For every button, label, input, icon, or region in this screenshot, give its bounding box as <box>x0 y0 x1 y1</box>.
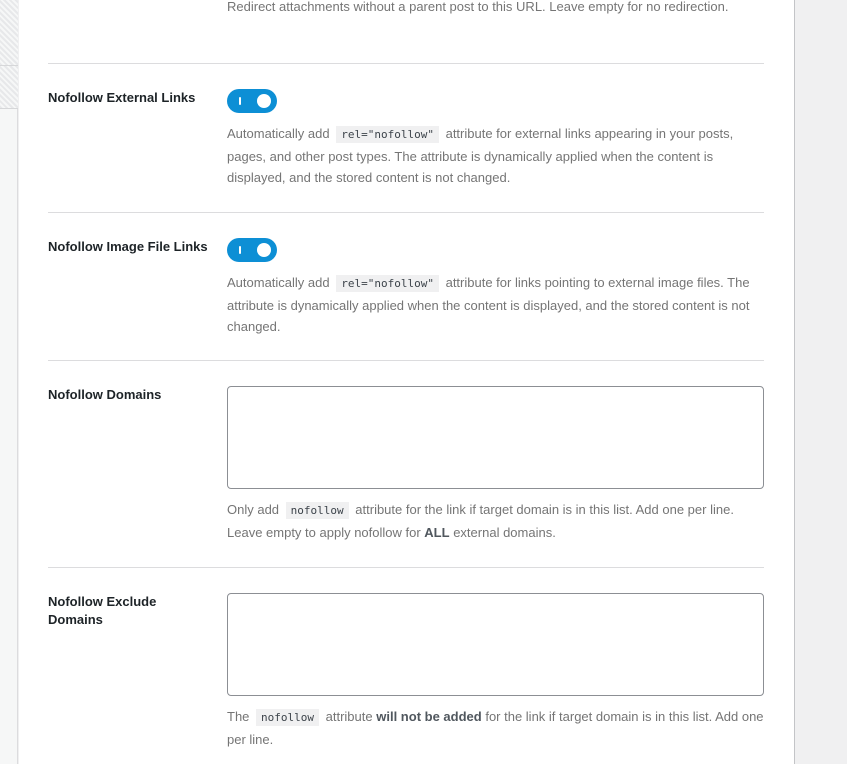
sidebar-edge-item <box>0 66 18 109</box>
nofollow-exclude-description <box>227 706 764 750</box>
code-snippet: rel="nofollow" <box>336 126 439 143</box>
settings-panel <box>19 0 795 764</box>
toggle-on-indicator <box>239 97 241 105</box>
desc-text: attribute for the link if target domain is in this list. Add one per line. Leave empty to apply nofollow for <box>227 502 734 540</box>
nofollow-domains-textarea[interactable] <box>227 386 764 489</box>
desc-text: attribute for external links appearing in your posts, pages, and other post types. The attribute is dynamically applied when the content is displayed, and the stored content is not changed. <box>227 126 734 185</box>
desc-text: Only add <box>227 502 280 517</box>
nofollow-image-description <box>227 272 767 338</box>
sidebar-edge-item <box>0 0 18 66</box>
attachment-redirect-row <box>48 0 764 64</box>
nofollow-exclude-textarea[interactable] <box>227 593 764 696</box>
desc-emphasis: ALL <box>424 524 450 540</box>
nofollow-domains-description <box>227 499 764 543</box>
nofollow-domains-row <box>48 361 764 568</box>
nofollow-external-description <box>227 123 767 189</box>
nofollow-domains-label: Nofollow Domains <box>48 387 162 402</box>
desc-text: external domains. <box>453 524 556 540</box>
attachment-redirect-description: Redirect attachments without a parent post to this URL. Leave empty for no redirection. <box>227 0 729 14</box>
code-snippet: nofollow <box>256 709 319 726</box>
nofollow-external-toggle[interactable] <box>227 89 277 113</box>
desc-text: Automatically add <box>227 275 330 290</box>
desc-text: for the link if target domain is in this list. Add one per line. <box>227 709 764 747</box>
nofollow-external-row <box>48 64 764 213</box>
desc-text: attribute <box>325 709 373 724</box>
nofollow-exclude-row <box>48 568 764 764</box>
code-snippet: nofollow <box>286 502 349 519</box>
desc-text: Automatically add <box>227 126 330 141</box>
toggle-knob <box>257 243 271 257</box>
admin-sidebar-edge <box>0 0 18 764</box>
desc-text: attribute for links pointing to external image files. The attribute is dynamically applied when the content is displayed, and the stored content is not changed. <box>227 275 750 334</box>
nofollow-exclude-label: Nofollow Exclude Domains <box>48 594 157 627</box>
nofollow-image-toggle[interactable] <box>227 238 277 262</box>
toggle-knob <box>257 94 271 108</box>
desc-emphasis: will not be added <box>376 709 482 724</box>
desc-text: The <box>227 709 250 724</box>
nofollow-image-row <box>48 213 764 361</box>
code-snippet: rel="nofollow" <box>336 275 439 292</box>
nofollow-image-label: Nofollow Image File Links <box>48 239 208 254</box>
toggle-on-indicator <box>239 246 241 254</box>
page-background <box>795 0 847 764</box>
nofollow-external-label: Nofollow External Links <box>48 90 196 105</box>
